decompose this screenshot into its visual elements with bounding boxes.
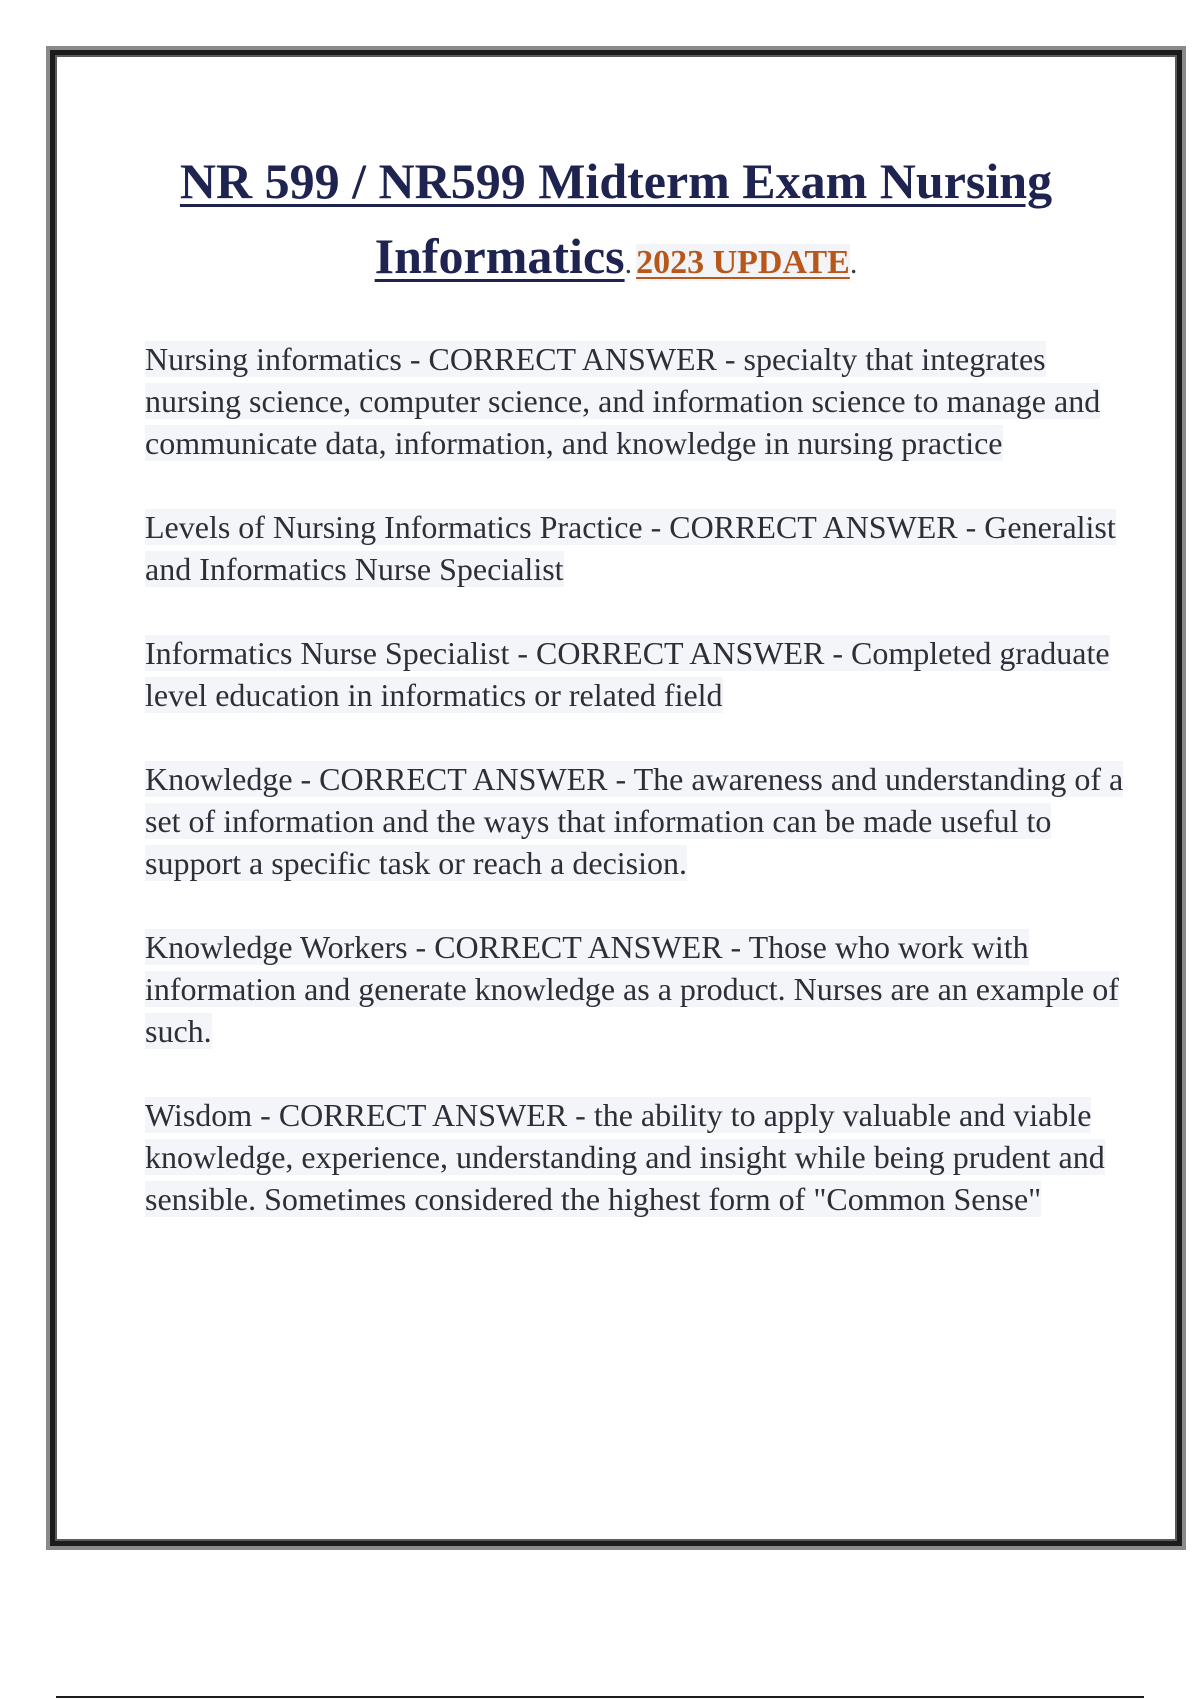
- page-border-frame: [50, 50, 1182, 1546]
- qa-entry: [145, 338, 1135, 464]
- page-bottom-rule: [56, 1696, 1144, 1698]
- document-title-line2: Informatics: [374, 228, 625, 284]
- qa-entries-list: [145, 338, 1135, 1262]
- qa-entry: [145, 926, 1135, 1052]
- qa-entry-text: Nursing informatics - CORRECT ANSWER - specialty that integrates nursing science, computer science, and information science to manage and communicate data, information, and knowledge in nursing practice: [145, 341, 1101, 461]
- qa-entry-text: Informatics Nurse Specialist - CORRECT ANSWER - Completed graduate level education in informatics or related field: [145, 635, 1110, 713]
- qa-entry: [145, 1094, 1135, 1220]
- qa-entry: [145, 758, 1135, 884]
- qa-entry-text: Wisdom - CORRECT ANSWER - the ability to apply valuable and viable knowledge, experience, understanding and insight while being prudent and sensible. Sometimes considered the highest form of "Common Sense": [145, 1097, 1105, 1217]
- title-separator: .: [624, 247, 633, 280]
- qa-entry-text: Levels of Nursing Informatics Practice - CORRECT ANSWER - Generalist and Informatics Nurse Specialist: [145, 509, 1116, 587]
- document-title-line1: NR 599 / NR599 Midterm Exam Nursing: [179, 153, 1053, 209]
- qa-entry-text: Knowledge Workers - CORRECT ANSWER - Those who work with information and generate knowledge as a product. Nurses are an example of such.: [145, 929, 1119, 1049]
- qa-entry: [145, 506, 1135, 590]
- qa-entry: [145, 632, 1135, 716]
- badge-separator: .: [849, 247, 858, 280]
- update-badge: 2023 UPDATE: [636, 244, 850, 281]
- document-title-block: [55, 150, 1177, 300]
- qa-entry-text: Knowledge - CORRECT ANSWER - The awareness and understanding of a set of information and the ways that information can be made useful to support a specific task or reach a decision.: [145, 761, 1124, 881]
